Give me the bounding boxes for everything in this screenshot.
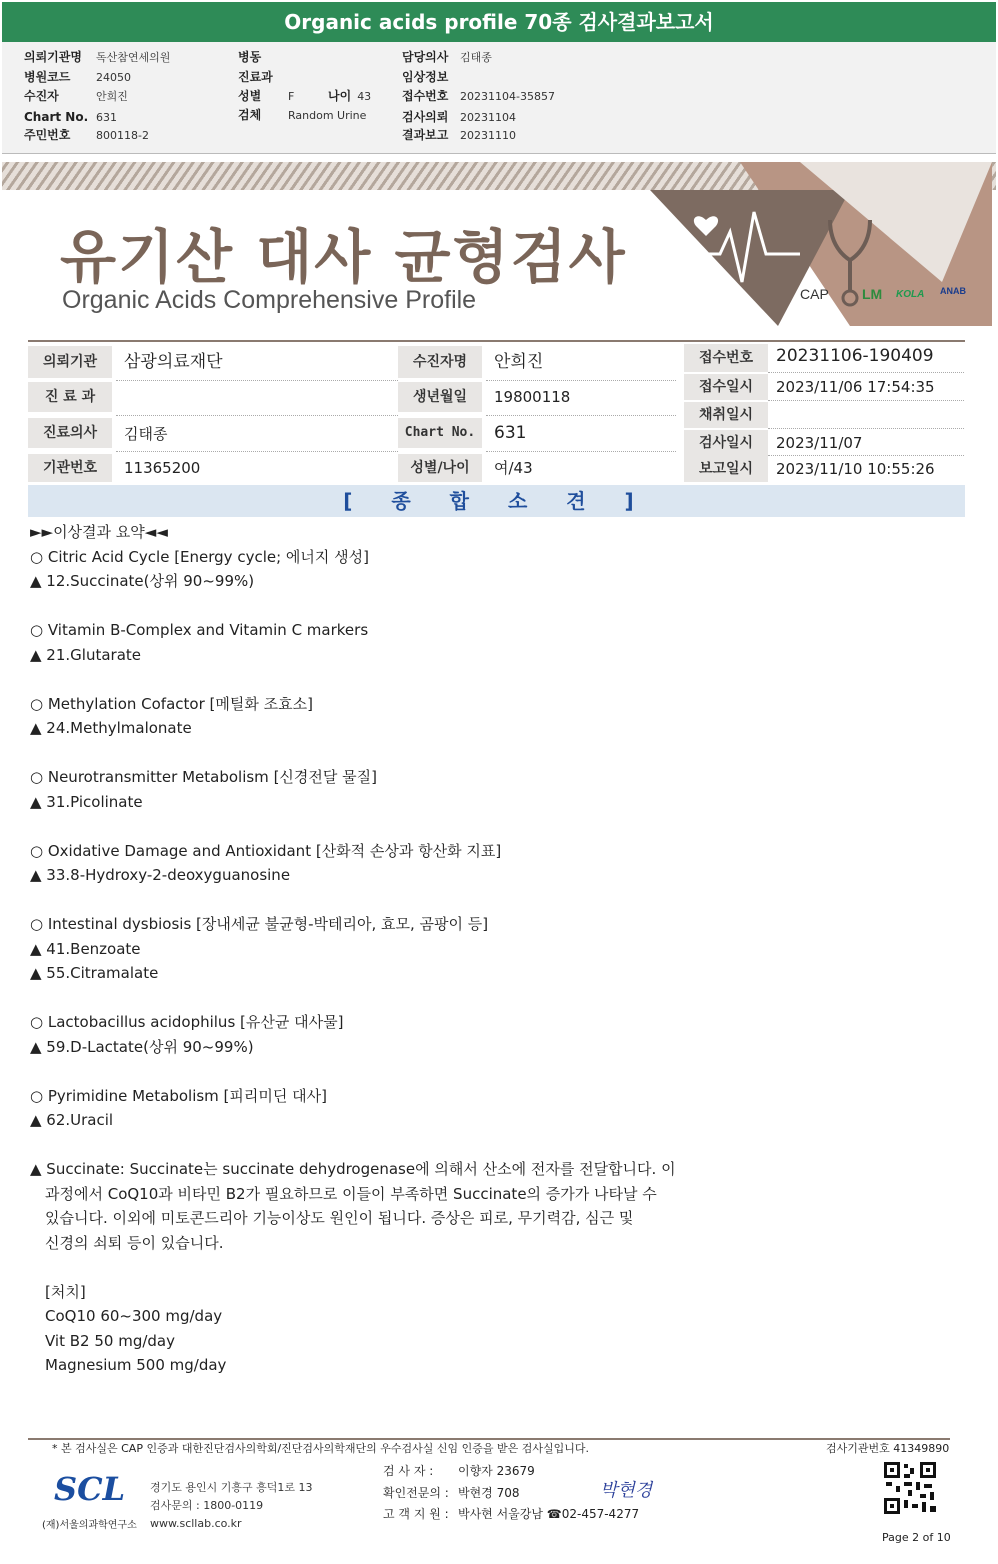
finding-item: ▲ 24.Methylmalonate: [30, 719, 192, 737]
row-divider: [116, 451, 398, 452]
receipt-no-label: 접수번호: [684, 344, 768, 372]
info-id-number: 주민번호 800118-2: [24, 128, 149, 142]
row-divider: [768, 400, 964, 401]
name-label: 수진자명: [398, 346, 482, 378]
info-department: 진료과: [238, 70, 273, 84]
doctor-value: 김태종: [124, 425, 168, 443]
finding-category: ○ Methylation Cofactor [메틸화 조효소]: [30, 694, 313, 713]
inst-code-value: 11365200: [124, 459, 201, 477]
spacer: [30, 741, 950, 766]
succinate-note-line: 신경의 쇠퇴 등이 있습니다.: [45, 1233, 224, 1252]
spacer: [30, 1255, 950, 1280]
report-banner-title: Organic acids profile 70종 검사결과보고서: [2, 2, 996, 42]
lab-inquiry: 검사문의 : 1800-0119: [150, 1499, 264, 1512]
lm-logo: LM: [862, 286, 883, 302]
dept-value: [116, 382, 396, 412]
signature: 박현경: [600, 1480, 653, 1501]
spacer: [30, 888, 950, 913]
info-doctor: 담당의사 김태종: [402, 50, 492, 64]
collect-date-value: [768, 402, 964, 428]
finding-category: ○ Pyrimidine Metabolism [피리미딘 대사]: [30, 1086, 327, 1105]
info-age: 나이 43: [328, 89, 372, 103]
test-date-label: 검사일시: [684, 430, 768, 456]
summary-header: [ 종 합 소 견 ]: [28, 485, 965, 517]
succinate-note-line: ▲ Succinate: Succinate는 succinate dehydrogenase에 의해서 산소에 전자를 전달합니다. 이: [30, 1160, 676, 1178]
collect-date-label: 채취일시: [684, 402, 768, 428]
row-divider: [768, 428, 964, 429]
info-receipt-no: 접수번호 20231104-35857: [402, 89, 555, 103]
finding-item: ▲ 31.Picolinate: [30, 792, 143, 811]
treatment-title: [처치]: [45, 1282, 86, 1301]
request-info-panel: [2, 42, 996, 154]
treatment-item: Vit B2 50 mg/day: [45, 1331, 175, 1350]
spacer: [30, 667, 950, 692]
lab-website[interactable]: www.scllab.co.kr: [150, 1517, 242, 1530]
receipt-no-value: 20231106-190409: [776, 346, 934, 366]
finding-item: ▲ 62.Uracil: [30, 1111, 114, 1129]
spacer: [30, 1059, 950, 1084]
receipt-date-value: 2023/11/06 17:54:35: [776, 378, 935, 396]
test-date-value: 2023/11/07: [776, 434, 863, 452]
row-divider: [768, 372, 964, 373]
info-specimen: 검체 Random Urine: [238, 108, 367, 122]
patient-info-table: [28, 340, 965, 480]
info-ward: 병동: [238, 50, 262, 64]
spacer: [30, 986, 950, 1011]
spacer: [30, 814, 950, 839]
finding-category: ○ Vitamin B-Complex and Vitamin C markers: [30, 621, 369, 639]
succinate-note-line: 있습니다. 이외에 미토콘드리아 기능이상도 원인이 됩니다. 증상은 피로, 무기력감, 심근 및: [45, 1209, 634, 1227]
lab-address: 경기도 용인시 기흥구 흥덕1로 13: [150, 1481, 313, 1494]
spacer: [30, 594, 950, 619]
qr-code-icon: [882, 1460, 938, 1516]
anab-logo: ANAB: [940, 286, 966, 296]
accreditation-note: * 본 검사실은 CAP 인증과 대한진단검사의학회/진단검사의학재단의 우수검사실 신임 인증을 받은 검사실입니다.: [52, 1442, 590, 1455]
finding-item: ▲ 59.D-Lactate(상위 90~99%): [30, 1037, 254, 1056]
treatment-item: Magnesium 500 mg/day: [45, 1356, 227, 1374]
dob-label: 생년월일: [398, 382, 482, 412]
finding-item: ▲ 21.Glutarate: [30, 645, 141, 664]
cap-logo: CAP: [800, 286, 829, 302]
spacer: [30, 1133, 950, 1158]
row-divider: [768, 455, 964, 456]
finding-category: ○ Citric Acid Cycle [Energy cycle; 에너지 생성]: [30, 547, 369, 566]
row-divider: [486, 451, 676, 452]
inst-code-label: 기관번호: [28, 454, 112, 482]
finding-category: ○ Intestinal dysbiosis [장내세균 불균형-박테리아, 효모, 곰팡이 등]: [30, 915, 489, 933]
info-request-date: 검사의뢰 20231104: [402, 110, 516, 124]
row-divider: [116, 380, 398, 381]
dept-label: 진 료 과: [28, 382, 112, 412]
sex-age-value: 여/43: [494, 459, 533, 477]
row-divider: [116, 415, 398, 416]
organization-name: (재)서울의과학연구소: [42, 1520, 137, 1531]
report-title-english: Organic Acids Comprehensive Profile: [62, 286, 477, 314]
finding-item: ▲ 55.Citramalate: [30, 964, 159, 982]
finding-category: ○ Neurotransmitter Metabolism [신경전달 물질]: [30, 768, 377, 786]
info-sex: 성별 F: [238, 89, 295, 103]
finding-item: ▲ 33.8-Hydroxy-2-deoxyguanosine: [30, 866, 291, 884]
inst-label: 의뢰기관: [28, 346, 112, 378]
info-clinical: 임상정보: [402, 70, 449, 84]
kola-logo: KOLA: [896, 289, 925, 300]
info-hospital-code: 병원코드 24050: [24, 70, 131, 84]
succinate-note-line: 과정에서 CoQ10과 비타민 B2가 필요하므로 이들이 부족하면 Succinate의 증가가 나타날 수: [45, 1184, 657, 1203]
receipt-date-label: 접수일시: [684, 374, 768, 400]
inst-value: 삼광의료재단: [124, 352, 223, 372]
institution-number: 검사기관번호 41349890: [826, 1442, 950, 1455]
report-date-value: 2023/11/10 10:55:26: [776, 460, 935, 478]
page-number: Page 2 of 10: [882, 1531, 951, 1544]
doctor-label: 진료의사: [28, 418, 112, 448]
chart-no-value: 631: [494, 423, 527, 443]
report-date-label: 보고일시: [684, 456, 768, 482]
findings-section: [30, 520, 950, 1378]
info-chart-no: Chart No. 631: [24, 110, 117, 124]
sex-age-label: 성별/나이: [398, 454, 482, 482]
name-value: 안희진: [494, 352, 544, 372]
finding-category: ○ Oxidative Damage and Antioxidant [산화적 손상과 항산화 지표]: [30, 841, 502, 860]
report-title-korean: 유기산 대사 균형검사: [60, 223, 627, 291]
finding-item: ▲ 41.Benzoate: [30, 939, 141, 958]
row-divider: [486, 380, 676, 381]
scl-logo: SCL: [54, 1470, 126, 1508]
findings-intro: ►►이상결과 요약◄◄: [30, 523, 168, 541]
lab-contact: [150, 1479, 313, 1533]
chart-no-label: Chart No.: [398, 418, 482, 448]
info-patient: 수진자 안희진: [24, 89, 128, 103]
info-result-date: 결과보고 20231110: [402, 128, 516, 142]
treatment-item: CoQ10 60~300 mg/day: [45, 1307, 223, 1325]
finding-item: ▲ 12.Succinate(상위 90~99%): [30, 572, 255, 590]
staff-tester: 검 사 자 : 이향자 23679: [383, 1464, 535, 1478]
row-divider: [486, 415, 676, 416]
dob-value: 19800118: [494, 388, 571, 406]
staff-specialist: 확인전문의 : 박현경 708: [383, 1485, 520, 1500]
staff-support: 고 객 지 원 : 박사현 서울강남 ☎02-457-4277: [383, 1507, 640, 1521]
finding-category: ○ Lactobacillus acidophilus [유산균 대사물]: [30, 1013, 344, 1031]
info-institution: 의뢰기관명 독산참연세의원: [24, 50, 171, 64]
